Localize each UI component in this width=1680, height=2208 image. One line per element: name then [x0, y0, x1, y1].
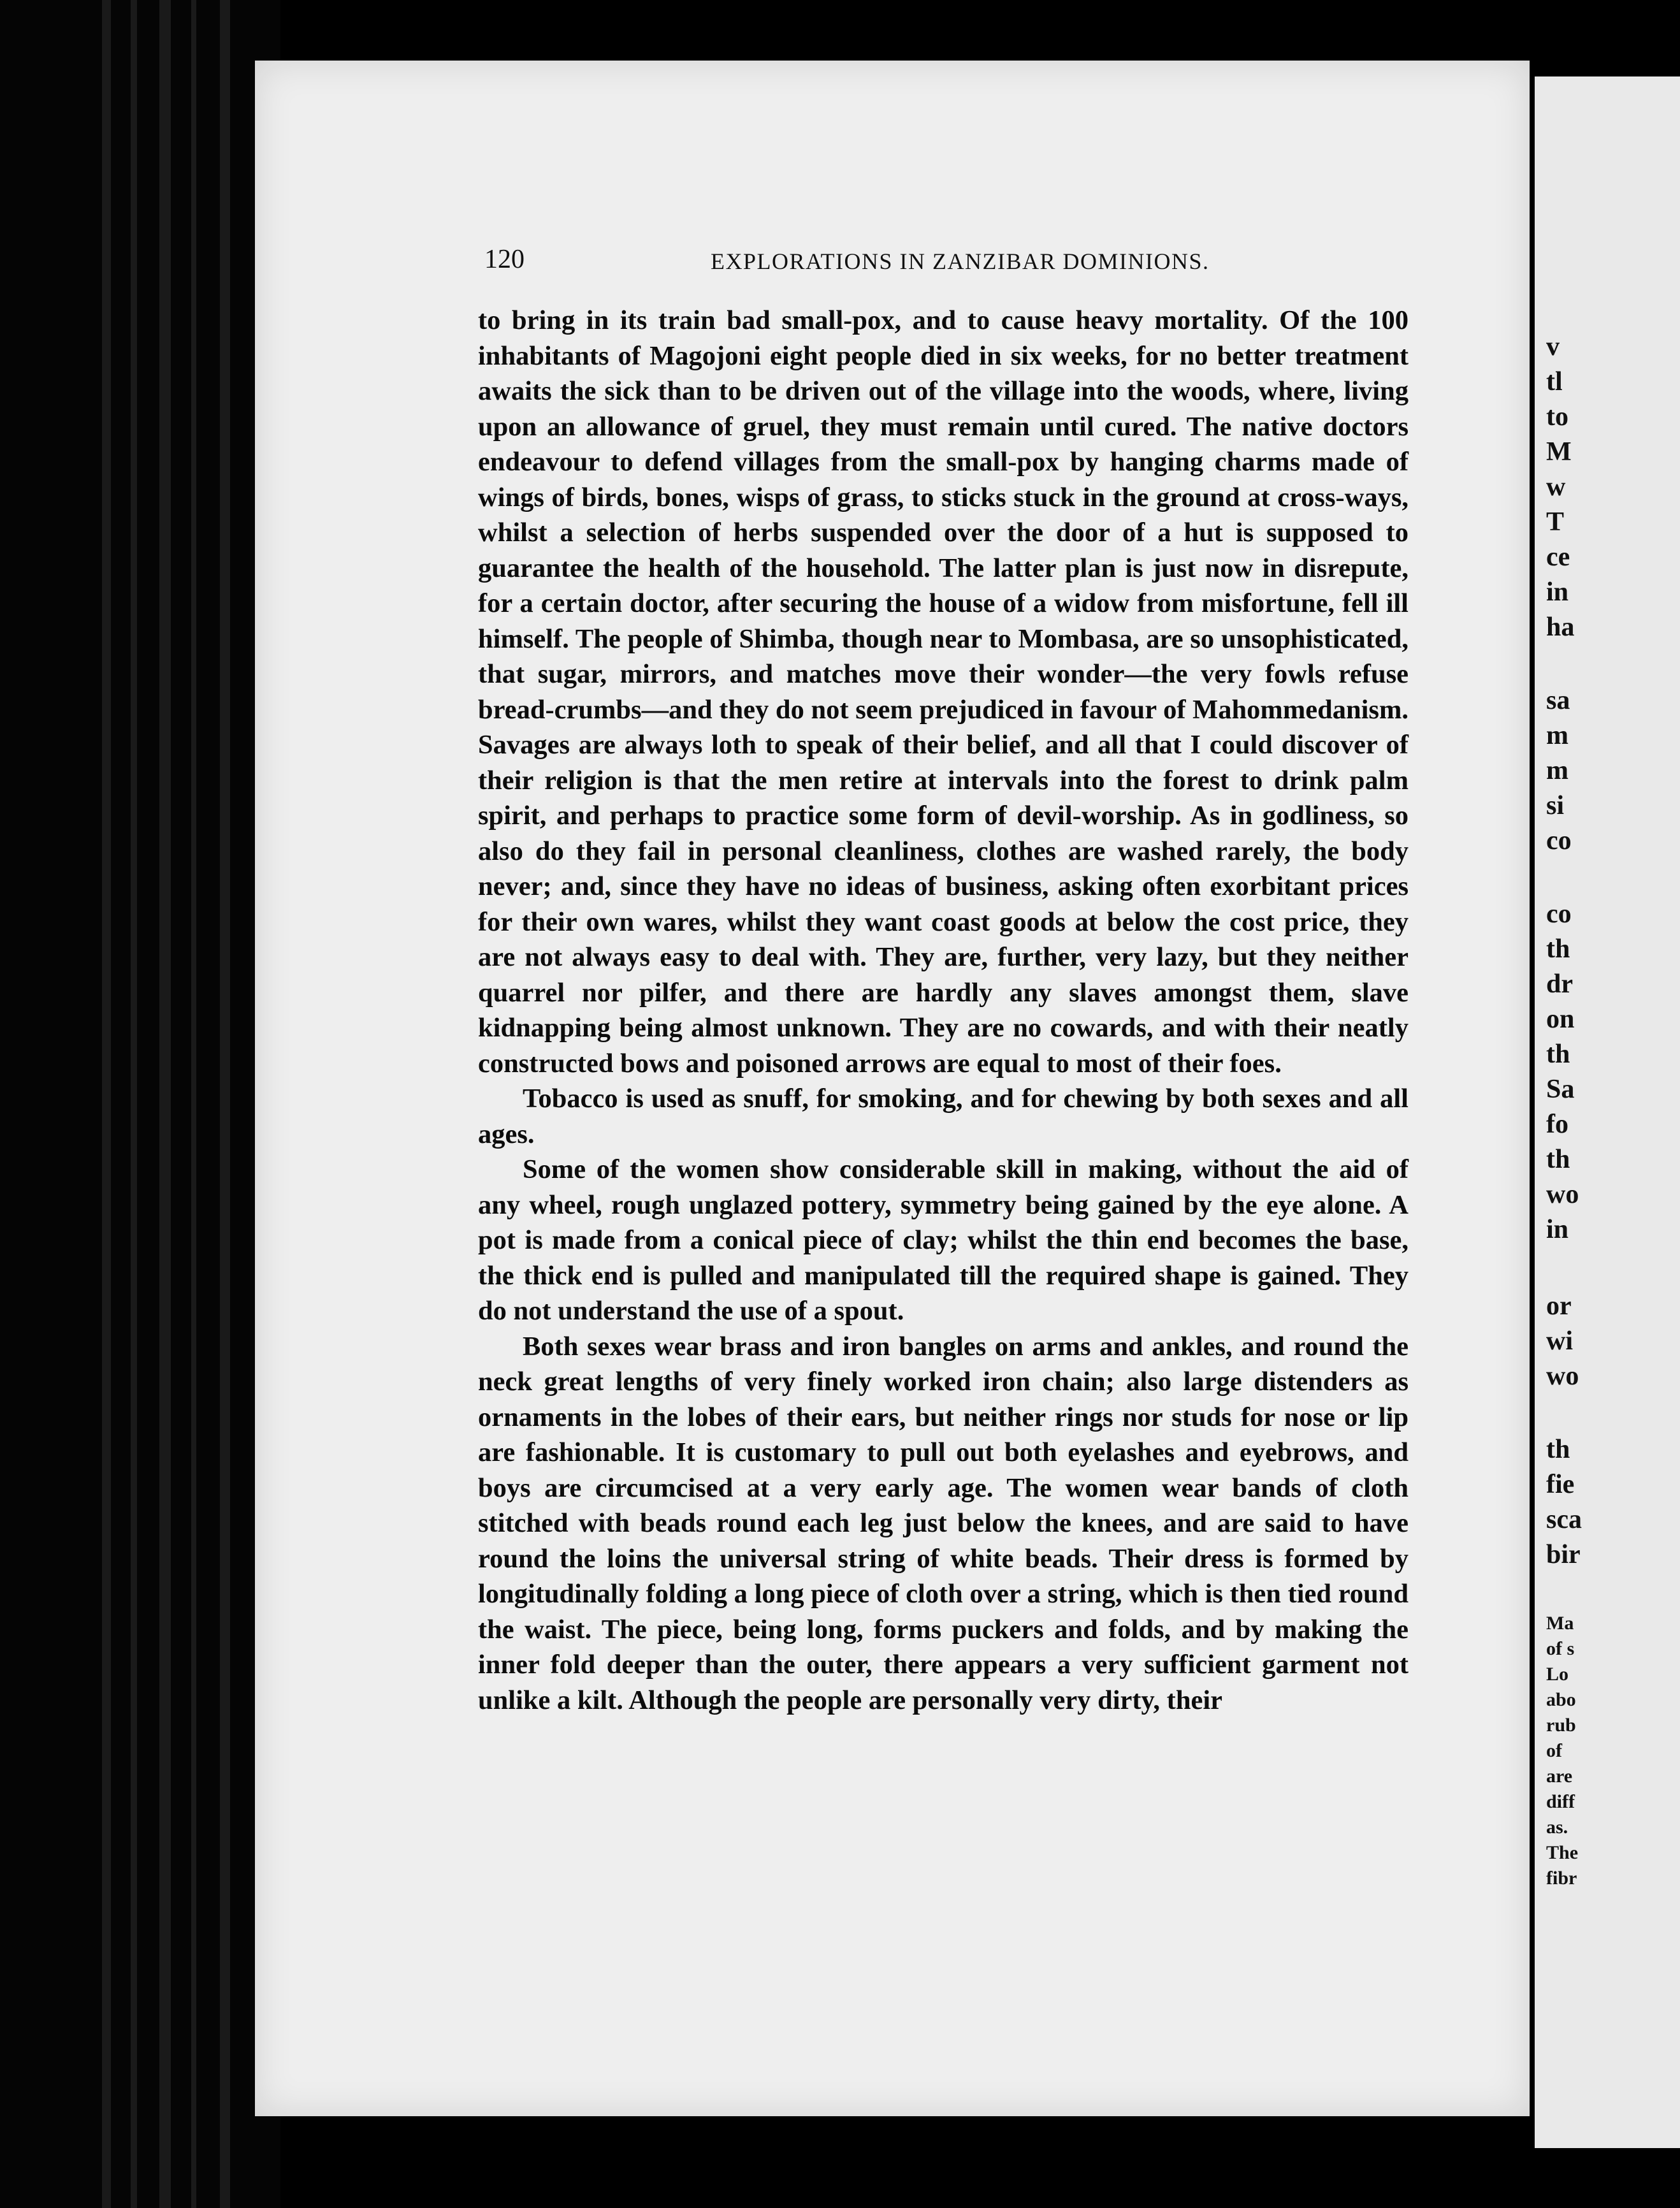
- paragraph: to bring in its train bad small-pox, and to cause heavy mortality. Of the 100 inhabitants of Magojoni eight people died in six weeks, for no better treatment awaits the sick than to be driven out of the village into the woods, where, living upon an allowance of gruel, they must remain until cured. The native doctors endeavour to defend villages from the small-pox by hanging charms made of wings of birds, bones, wisps of grass, to sticks stuck in the ground at cross-ways, whilst a selection of herbs suspended over the door of a hut is supposed to guarantee the health of the household. The latter plan is just now in disrepute, for a certain doctor, after securing the house of a widow from misfortune, fell ill himself. The people of Shimba, though near to Mombasa, are so unsophisticated, that sugar, mirrors, and matches move their wonder—the very fowls refuse bread-crumbs—and they do not seem prejudiced in favour of Mahommedanism. Savages are always loth to speak of their belief, and all that I could discover of their religion is that the men retire at intervals into the forest to drink palm spirit, and perhaps to practice some form of devil-worship. As in godliness, so also do they fail in personal cleanliness, clothes are washed rarely, the body never; and, since they have no ideas of business, asking often exorbitant prices for their own wares, whilst they want coast goods at below the cost price, they are not always easy to deal with. They are, further, very lazy, but they neither quarrel nor pilfer, and there are hardly any slaves amongst them, slave kidnapping being almost unknown. They are no cowards, and with their neatly constructed bows and poisoned arrows are equal to most of their foes.: [478, 305, 1408, 1079]
- facing-text-fragment: of: [1546, 1740, 1562, 1761]
- facing-text-fragment: M: [1546, 437, 1572, 467]
- facing-text-fragment: th: [1546, 1145, 1570, 1174]
- facing-text-fragment: T: [1546, 507, 1565, 537]
- body-text: [478, 303, 1408, 1718]
- facing-text-fragment: th: [1546, 934, 1570, 964]
- facing-text-fragment: abo: [1546, 1689, 1576, 1710]
- facing-text-fragment: Sa: [1546, 1075, 1575, 1104]
- facing-text-fragment: diff: [1546, 1791, 1575, 1812]
- facing-text-fragment: fo: [1546, 1110, 1568, 1139]
- facing-text-fragment: as.: [1546, 1817, 1568, 1838]
- facing-text-fragment: are: [1546, 1766, 1573, 1787]
- facing-text-fragment: v: [1546, 332, 1560, 361]
- facing-text-fragment: bir: [1546, 1540, 1581, 1569]
- facing-text-fragment: dr: [1546, 970, 1573, 999]
- facing-text-fragment: si: [1546, 791, 1565, 820]
- facing-text-fragment: sa: [1546, 686, 1570, 715]
- facing-text-fragment: m: [1546, 721, 1568, 750]
- facing-text-fragment: tl: [1546, 367, 1563, 396]
- facing-text-fragment: w: [1546, 472, 1566, 502]
- facing-text-fragment: ha: [1546, 613, 1575, 642]
- facing-text-fragment: Ma: [1546, 1613, 1574, 1634]
- page-header: [484, 244, 1408, 282]
- facing-text-fragment: co: [1546, 826, 1572, 855]
- facing-text-fragment: ce: [1546, 542, 1570, 572]
- book-binding: [0, 0, 280, 2208]
- facing-text-fragment: wo: [1546, 1180, 1579, 1209]
- facing-text-fragment: of s: [1546, 1638, 1575, 1659]
- facing-text-fragment: or: [1546, 1291, 1572, 1321]
- facing-text-fragment: to: [1546, 402, 1568, 432]
- facing-text-fragment: fibr: [1546, 1868, 1577, 1889]
- facing-text-fragment: fie: [1546, 1470, 1575, 1499]
- facing-text-fragment: m: [1546, 756, 1568, 785]
- paragraph: Some of the women show considerable skill in making, without the aid of any wheel, rough unglazed pottery, symmetry being gained by the eye alone. A pot is made from a conical piece of clay; whilst the thin end becomes the base, the thick end is pulled and manipulated till the required shape is gained. They do not understand the use of a spout.: [478, 1154, 1408, 1326]
- facing-text-fragment: in: [1546, 1215, 1569, 1244]
- facing-text-fragment: co: [1546, 899, 1572, 929]
- facing-text-fragment: th: [1546, 1435, 1570, 1464]
- facing-text-fragment: wi: [1546, 1326, 1573, 1356]
- paragraph: Tobacco is used as snuff, for smoking, and for chewing by both sexes and all ages.: [478, 1084, 1408, 1149]
- facing-text-fragment: wo: [1546, 1362, 1579, 1391]
- facing-text-fragment: rub: [1546, 1715, 1576, 1736]
- running-head: EXPLORATIONS IN ZANZIBAR DOMINIONS.: [711, 249, 1210, 274]
- facing-text-fragment: on: [1546, 1005, 1575, 1034]
- facing-page-edge: [1535, 76, 1680, 2148]
- facing-text-fragment: Lo: [1546, 1664, 1569, 1685]
- paragraph: Both sexes wear brass and iron bangles on arms and ankles, and round the neck great lengths of very finely worked iron chain; also large distenders as ornaments in the lobes of their ears, but neither rings nor studs for nose or lip are fashionable. It is customary to pull out both eyelashes and eyebrows, and boys are circumcised at a very early age. The women wear bands of cloth stitched with beads round each leg just below the knees, and are said to have round the loins the universal string of white beads. Their dress is formed by longitudinally folding a long piece of cloth over a string, which is then tied round the waist. The piece, being long, forms puckers and folds, and by making the inner fold deeper than the outer, there appears a very sufficient garment not unlike a kilt. Although the people are personally very dirty, their: [478, 1331, 1408, 1715]
- facing-text-fragment: th: [1546, 1040, 1570, 1069]
- facing-text-fragment: sca: [1546, 1505, 1582, 1534]
- facing-text-fragment: in: [1546, 577, 1569, 607]
- page-number: 120: [484, 245, 525, 274]
- facing-text-fragment: The: [1546, 1842, 1579, 1863]
